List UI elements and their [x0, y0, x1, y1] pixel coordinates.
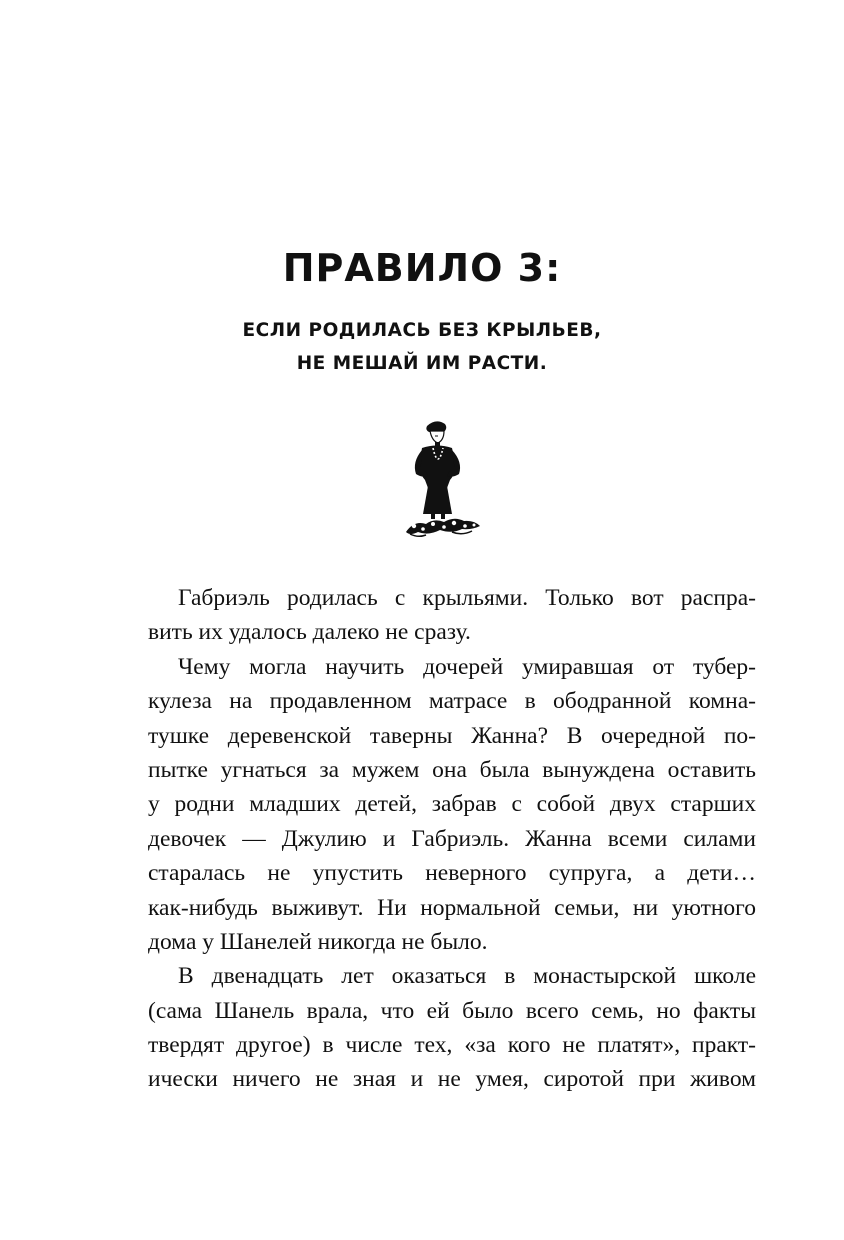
chapter-title: ПРАВИЛО 3: — [282, 246, 562, 290]
body-text — [148, 581, 756, 1097]
text-line: как-нибудь выживут. Ни нормальной семьи, ни уютного — [148, 894, 756, 921]
text-line: ически ничего не зная и не умея, сиротой при живом — [148, 1066, 756, 1093]
text-line: Габриэль родилась с крыльями. Только вот распра- — [178, 585, 756, 611]
text-line: (сама Шанель врала, что ей было всего семь, но факты — [148, 997, 756, 1024]
subtitle-line-1: ЕСЛИ РОДИЛАСЬ БЕЗ КРЫЛЬЕВ, — [242, 320, 602, 341]
text-line: Чему могла научить дочерей умиравшая от тубер- — [178, 653, 756, 680]
text-line: пытке угнаться за мужем она была вынуждена оставить — [148, 756, 756, 783]
text-line: кулеза на продавленном матрасе в ободранной комна- — [148, 688, 756, 715]
text-line: старалась не упустить неверного супруга, а дети… — [148, 860, 756, 887]
text-line: В двенадцать лет оказаться в монастырской школе — [178, 963, 756, 990]
text-line: дома у Шанелей никогда не было. — [148, 928, 488, 955]
chapter-subtitle — [0, 314, 844, 380]
text-line: девочек — Джулию и Габриэль. Жанна всеми силами — [148, 825, 756, 852]
subtitle-line-2: НЕ МЕШАЙ ИМ РАСТИ. — [296, 353, 548, 374]
woman-figure-icon — [392, 418, 484, 544]
text-line: у родни младших детей, забрав с собой двух старших — [148, 791, 756, 818]
text-line: вить их удалось далеко не сразу. — [148, 619, 471, 646]
text-line: твердят другое) в числе тех, «за кого не платят», практ- — [148, 1032, 756, 1059]
text-line: тушке деревенской таверны Жанна? В очередной по- — [148, 722, 756, 749]
